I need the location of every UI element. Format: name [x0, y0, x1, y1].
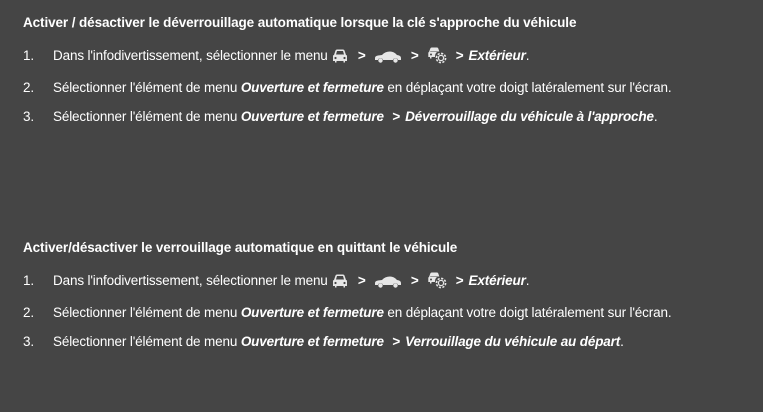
step-number: 1.	[23, 273, 34, 288]
step-item	[23, 105, 751, 128]
menu-verrouillage-depart: Verrouillage du véhicule au départ	[405, 334, 621, 349]
punctuation: .	[525, 273, 530, 288]
menu-exterieur: Extérieur	[468, 48, 526, 63]
menu-ouverture-fermeture: Ouverture et fermeture	[240, 305, 384, 320]
step-text: Dans l'infodivertissement, sélectionner le menu	[53, 48, 328, 63]
menu-separator: >	[410, 48, 419, 63]
step-number: 2.	[23, 305, 34, 320]
section-auto-lock	[23, 238, 751, 353]
step-text: Sélectionner l'élément de menu	[53, 80, 238, 95]
car-front-icon	[331, 273, 349, 296]
step-text: Sélectionner l'élément de menu	[53, 109, 238, 124]
menu-separator: >	[392, 334, 401, 349]
menu-separator: >	[455, 273, 464, 288]
step-item	[23, 301, 751, 324]
punctuation: .	[653, 109, 658, 124]
menu-separator: >	[410, 273, 419, 288]
punctuation: .	[620, 334, 624, 349]
step-text: Dans l'infodivertissement, sélectionner le menu	[53, 273, 328, 288]
car-side-icon	[374, 273, 402, 296]
step-text: Sélectionner l'élément de menu	[53, 334, 238, 349]
step-number: 2.	[23, 80, 34, 95]
section-title: Activer/désactiver le verrouillage automatique en quittant le véhicule	[23, 240, 458, 255]
step-text: Sélectionner l'élément de menu	[53, 305, 238, 320]
section-title: Activer / désactiver le déverrouillage automatique lorsque la clé s'approche du véhicule	[23, 15, 577, 30]
step-item	[23, 269, 751, 296]
steps-list	[23, 269, 751, 353]
menu-ouverture-fermeture: Ouverture et fermeture	[240, 109, 384, 124]
section-auto-unlock	[23, 13, 751, 128]
step-text-after: en déplaçant votre doigt latéralement sur l'écran.	[387, 305, 672, 320]
step-item	[23, 76, 751, 99]
menu-ouverture-fermeture: Ouverture et fermeture	[240, 80, 384, 95]
steps-list	[23, 44, 751, 128]
menu-separator: >	[455, 48, 464, 63]
car-front-icon	[331, 48, 349, 71]
car-settings-icon	[427, 46, 447, 71]
car-settings-icon	[427, 271, 447, 296]
menu-exterieur: Extérieur	[468, 273, 526, 288]
step-number: 3.	[23, 334, 34, 349]
step-item	[23, 44, 751, 71]
step-number: 3.	[23, 109, 34, 124]
step-number: 1.	[23, 48, 34, 63]
step-item	[23, 330, 751, 353]
menu-separator: >	[392, 109, 401, 124]
menu-deverrouillage-approche: Déverrouillage du véhicule à l'approche	[405, 109, 654, 124]
car-side-icon	[374, 48, 402, 71]
menu-ouverture-fermeture: Ouverture et fermeture	[240, 334, 384, 349]
menu-separator: >	[357, 48, 366, 63]
punctuation: .	[525, 48, 530, 63]
menu-separator: >	[357, 273, 366, 288]
step-text-after: en déplaçant votre doigt latéralement sur l'écran.	[387, 80, 672, 95]
